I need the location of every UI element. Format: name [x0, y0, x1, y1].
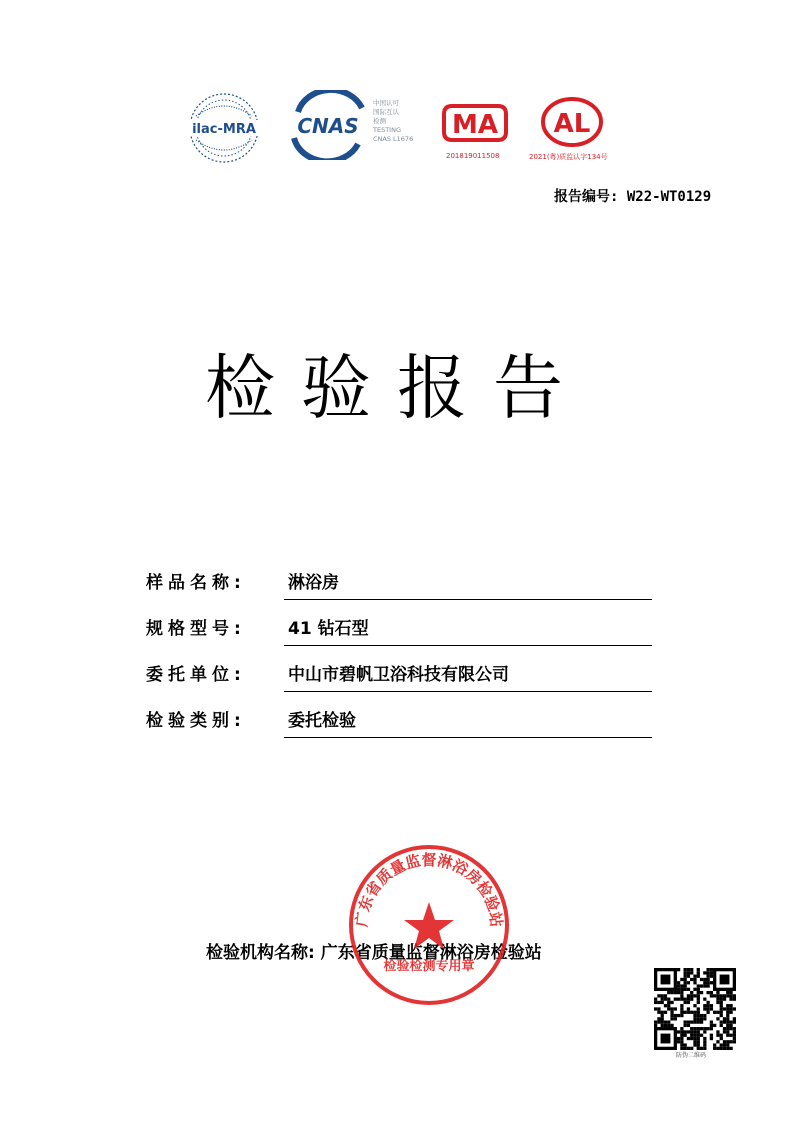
field-underline: [284, 645, 652, 646]
field-label: 规格型号:: [146, 619, 246, 639]
cnas-logo: [286, 90, 370, 160]
cma-number: 201819011508: [446, 152, 500, 160]
cma-text: MA: [452, 110, 498, 140]
cal-number: 2021(粤)质监认字134号: [529, 153, 608, 161]
seal-text: 广东省质量监督淋浴房检验站: [352, 850, 506, 928]
field-value: 委托检验: [288, 711, 356, 731]
cal-logo: [539, 96, 605, 148]
ilac-mra-logo: [186, 92, 262, 164]
field-value: 中山市碧帆卫浴科技有限公司: [288, 665, 509, 685]
qr-code: [654, 968, 736, 1050]
cma-logo: [440, 102, 510, 144]
field-underline: [284, 737, 652, 738]
cal-text: AL: [553, 109, 591, 139]
field-underline: [284, 691, 652, 692]
field-value: 41 钻石型: [288, 619, 369, 639]
red-star-seal: [346, 842, 512, 1008]
organization-name: 检验机构名称: 广东省质量监督淋浴房检验站: [206, 943, 542, 963]
page-title: 检验报告: [205, 347, 589, 429]
field-value: 淋浴房: [288, 573, 339, 593]
cnas-text: CNAS: [297, 114, 359, 138]
qr-caption: 防伪二维码: [676, 1052, 707, 1059]
field-label: 委托单位:: [146, 665, 246, 685]
field-label: 样品名称:: [146, 573, 246, 593]
report-number: 报告编号: W22-WT0129: [554, 189, 712, 205]
ilac-text: ilac-MRA: [192, 122, 256, 137]
field-underline: [284, 599, 652, 600]
seal-bottom-text: 检验检测专用章: [383, 959, 475, 974]
field-label: 检验类别:: [146, 711, 246, 731]
cnas-side-text: 中国认可 国际互认 检测 TESTING CNAS L1676: [373, 99, 414, 143]
